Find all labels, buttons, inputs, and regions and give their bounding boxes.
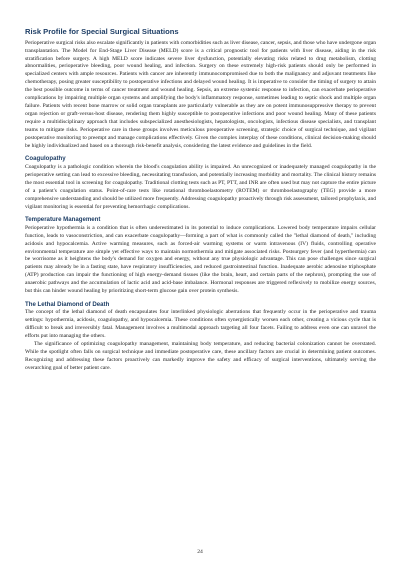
section-paragraph: Coagulopathy is a pathologic condition wherein the blood's coagulation ability is impaired. An unrecognized or inadequately managed coagulopathy in the perioperative setting can lead to excessive bleeding, necessitating transfusion, and potentially increasing morbidity and mortality. The clinical history remains the most essential tool in screening for coagulopathy. Traditional clotting tests such as PT, PTT, and INR are often used but may not capture the entire picture of a patient's coagulation status. Point-of-care tests like rotational thromboelastometry (ROTEM) or thromboelastography (TEG) provide a more comprehensive understanding and should be utilized more frequently. Addressing coagulopathy proactively through risk assessment, tailored prophylaxis, and vigilant monitoring is essential for preventing hemorrhagic complications.: [25, 163, 377, 210]
page-number: 24: [197, 549, 203, 555]
section-heading-lethal-diamond: The Lethal Diamond of Death: [25, 300, 110, 308]
section-paragraph: Perioperative hypothermia is a condition that is often underestimated in its potential to induce complications. Lowered body temperature impairs cellular function, leads to vasoconstriction, and can exacerbate coagulopathy—forming a part of what is commonly called the "lethal diamond of death," including acidosis and hypocalcemia. Active warming measures, such as forced-air warming systems or warm intravenous (IV) fluids, controlling operative environmental temperature are simple yet effective ways to maintain normothermia and mitigate associated risks. Postsurgery fever (and hyperthermia) can be worrisome as it heightens the body's demand for oxygen and energy, without any true physiologic advantage. This can pose challenges since surgical patients may already be in a fasting state, have respiratory insufficiencies, and reduced gastrointestinal function. Inadequate aerobic adenosine triphosphate (ATP) production can impair the functioning of high energy-demand tissues (like the brain, heart, and certain parts of the nephron), prompting the use of anaerobic pathways and the accumulation of lactic acid and acid-base imbalance. Hormonal responses are triggered reflexively to mobilize energy sources, but this can hinder wound healing by prioritizing short-term glucose gain over protein synthesis.: [25, 224, 376, 295]
section-paragraph: The significance of optimizing coagulopathy management, maintaining body temperature, and reducing bacterial colonization cannot be overstated. While the spotlight often falls on surgical technique and immediate postoperative care, these ancillary factors are crucial in determining patient outcomes. Recognizing and addressing these factors proactively can markedly improve the safety and efficacy of surgical interventions, ultimately serving the overarching goal of better patient care.: [25, 341, 376, 371]
section-heading-temperature-management: Temperature Management: [25, 215, 101, 223]
page-title: Risk Profile for Special Surgical Situations: [25, 27, 179, 36]
section-paragraph: The concept of the lethal diamond of death encapsulates four interlinked physiologic aberrations that frequently occur in the perioperative and trauma settings: hypothermia, acidosis, coagulopathy, and hypocalcemia. These conditions often synergistically worsen each other, creating a vicious cycle that is difficult to break and irreversibly fatal. Management involves a multimodal approach targeting all four facets. Failing to address even one can unravel the efforts put into managing the others.: [25, 309, 376, 340]
intro-paragraph: Perioperative surgical risks also escalate significantly in patients with comorbidities such as liver disease, cancer, sepsis, and those who have undergone organ transplantation. The Model for End-Stage Liver Disease (MELD) score is a critical prognostic tool for patients with liver disease, aiding in the risk stratification before surgery. A high MELD score indicates severe liver dysfunction, potentially elevating risks related to drug metabolism, clotting abnormalities, perioperative bleeding, poor wound healing, and infection. Surgery on these extremely high-risk patients should only be performed in specialized centers with ample resources. Patients with cancer are inherently immunocompromised due to both the malignancy and adjuvant treatments like chemotherapy, posing greater susceptibility to postoperative infections and delayed wound healing. It is imperative to consider the timing of surgery to attain the best possible outcome in terms of cancer treatment and wound healing. Sepsis, an extreme systemic response to infection, can exacerbate perioperative complications by impairing multiple organ systems and amplifying the body's inflammatory response, sometimes leading to septic shock and multiple organ failure. Patients with recent bone marrow or solid organ transplants are particularly vulnerable as they are on potent immunosuppressive therapy to prevent organ rejection or graft-versus-host disease, rendering them highly susceptible to postoperative infections and poor wound healing. Many of these patients require a multidisciplinary approach that includes subspecialized anesthesiologists, hepatologists, oncologists, infectious disease specialists, and transplant teams to mitigate risks. Perioperative care in these groups involves meticulous preoperative screening, strategic choice of surgical technique, and vigilant postoperative monitoring to preempt and manage complications effectively. Given the complex interplay of these conditions, clinical decision-making should be highly individualized and based on a thorough risk-benefit analysis, considering the latest evidence and guidelines in the field.: [25, 39, 376, 149]
section-heading-coagulopathy: Coagulopathy: [25, 155, 66, 163]
